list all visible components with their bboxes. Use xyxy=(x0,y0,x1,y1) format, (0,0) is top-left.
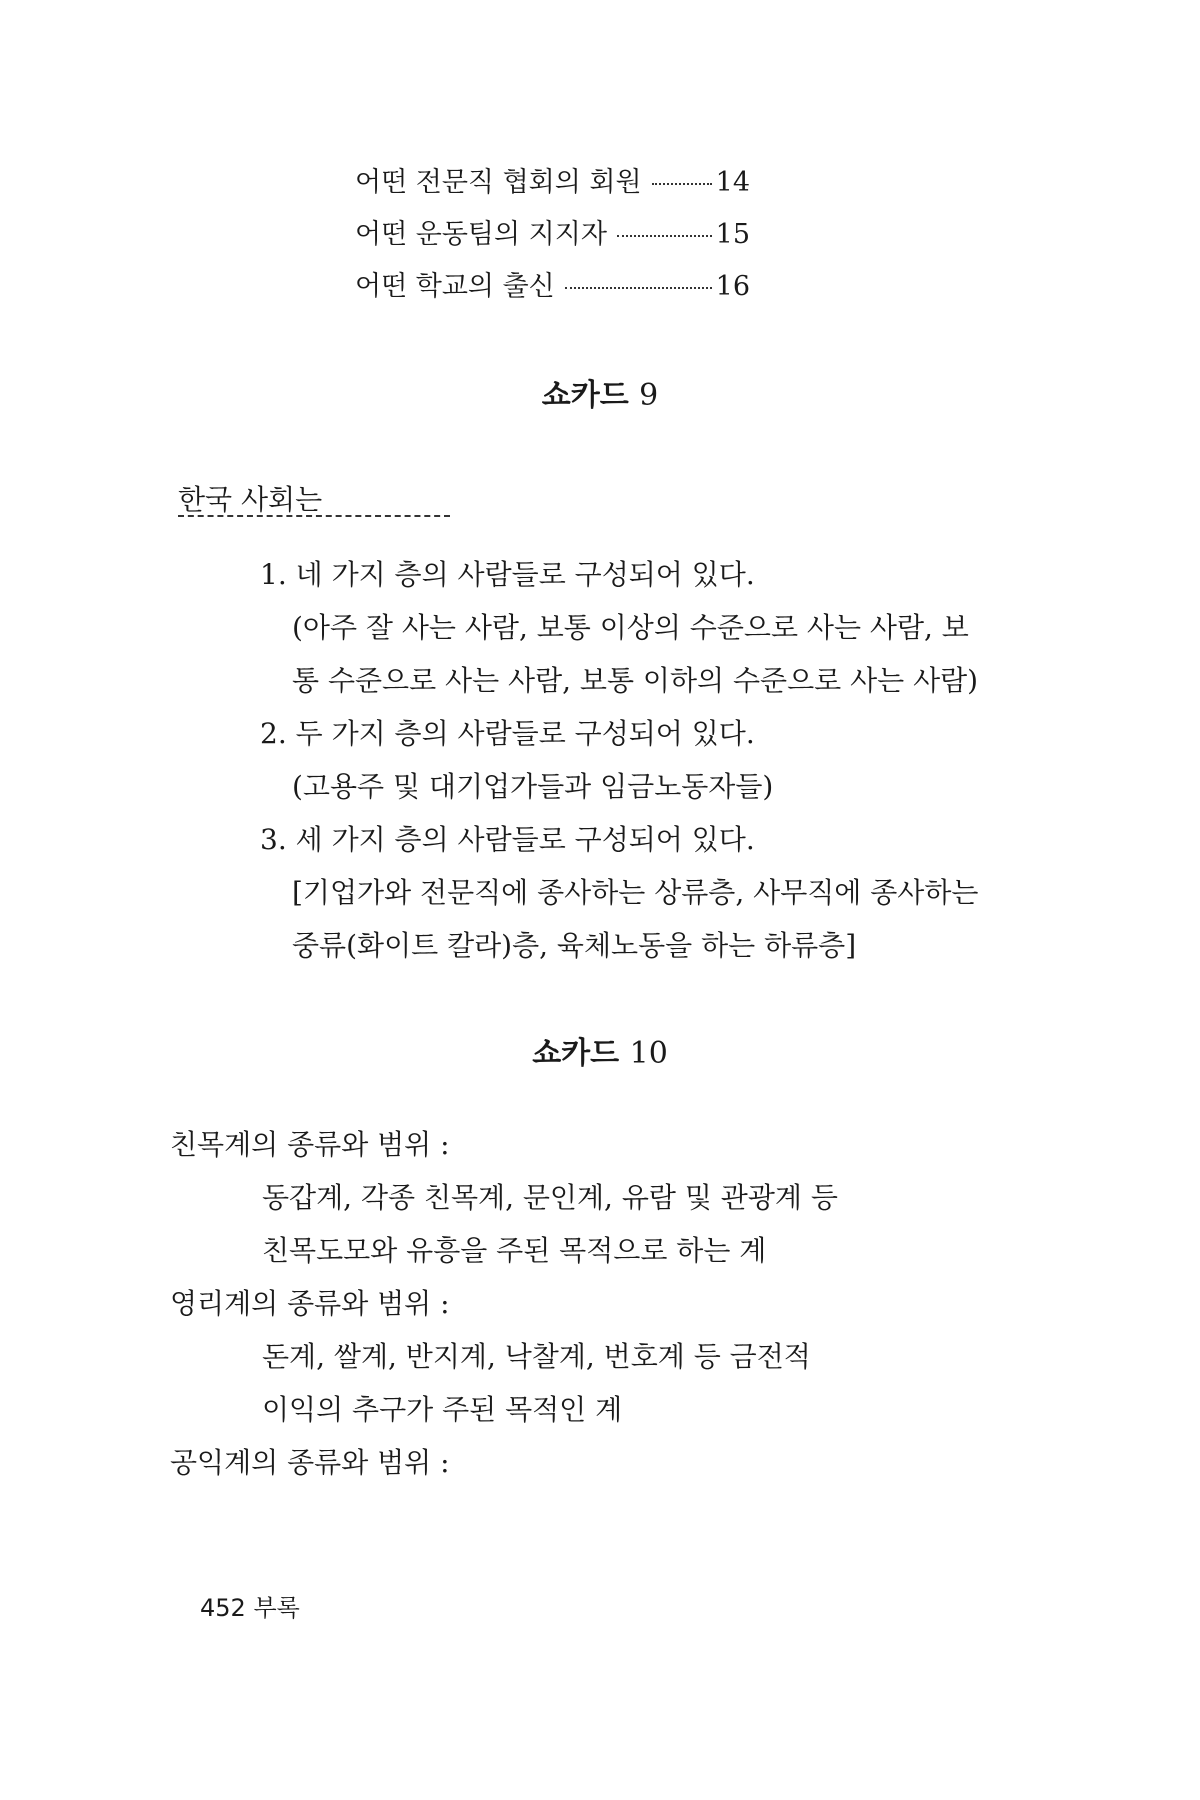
toc-entry xyxy=(355,264,750,316)
showcard-9-options xyxy=(260,548,980,972)
toc-entry-page: 15 xyxy=(715,219,750,250)
showcard-10-number: 10 xyxy=(629,1036,668,1071)
option-detail-line: (고용주 및 대기업가들과 임금노동자들) xyxy=(292,770,774,803)
option-detail-line: 통 수준으로 사는 사람, 보통 이하의 수준으로 사는 사람) xyxy=(292,664,979,697)
table-of-contents xyxy=(355,160,750,316)
toc-leader-dots xyxy=(565,287,712,289)
category-heading: 공익계의 종류와 범위 : xyxy=(170,1446,450,1479)
toc-entry-label: 어떤 전문직 협회의 회원 xyxy=(355,167,642,198)
toc-entry-label: 어떤 운동팀의 지지자 xyxy=(355,219,607,250)
option-detail-line: 중류(화이트 칼라)층, 육체노동을 하는 하류층] xyxy=(292,929,857,962)
toc-leader-dots xyxy=(652,183,712,185)
showcard-9-heading: 한국 사회는 xyxy=(178,483,323,516)
toc-entry xyxy=(355,212,750,264)
toc-entry-page: 14 xyxy=(715,167,750,198)
page-footer xyxy=(200,1588,300,1623)
page-number: 452 xyxy=(200,1594,246,1622)
toc-leader-dots xyxy=(617,235,712,237)
dashed-underline xyxy=(178,515,450,517)
showcard-9-title xyxy=(0,370,1200,414)
showcard-9-number: 9 xyxy=(639,378,659,413)
option-line: 3. 세 가지 층의 사람들로 구성되어 있다. xyxy=(260,823,755,856)
showcard-10-content xyxy=(170,1118,1030,1489)
showcard-10-title xyxy=(0,1028,1200,1072)
showcard-9-title-text: 쇼카드 xyxy=(541,378,629,413)
showcard-10-title-text: 쇼카드 xyxy=(532,1036,620,1071)
option-detail-line: (아주 잘 사는 사람, 보통 이상의 수준으로 사는 사람, 보 xyxy=(292,611,969,644)
toc-entry-page: 16 xyxy=(715,271,750,302)
option-line: 1. 네 가지 층의 사람들로 구성되어 있다. xyxy=(260,558,755,591)
category-detail-line: 돈계, 쌀계, 반지계, 낙찰계, 번호계 등 금전적 xyxy=(262,1340,811,1373)
toc-entry-label: 어떤 학교의 출신 xyxy=(355,271,555,302)
category-heading: 친목계의 종류와 범위 : xyxy=(170,1128,450,1161)
category-detail-line: 동갑계, 각종 친목계, 문인계, 유람 및 관광계 등 xyxy=(262,1181,838,1214)
footer-section: 부록 xyxy=(253,1594,300,1622)
category-detail-line: 이익의 추구가 주된 목적인 계 xyxy=(262,1393,623,1426)
toc-entry xyxy=(355,160,750,212)
option-line: 2. 두 가지 층의 사람들로 구성되어 있다. xyxy=(260,717,755,750)
category-detail-line: 친목도모와 유흥을 주된 목적으로 하는 계 xyxy=(262,1234,767,1267)
option-detail-line: [기업가와 전문직에 종사하는 상류층, 사무직에 종사하는 xyxy=(292,876,979,909)
category-heading: 영리계의 종류와 범위 : xyxy=(170,1287,450,1320)
